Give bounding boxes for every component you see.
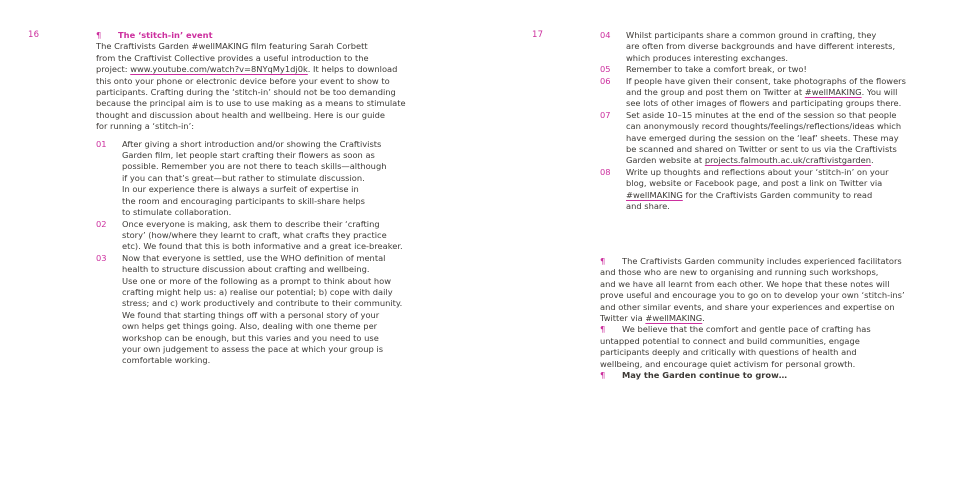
youtube-link[interactable]: www.youtube.com/watch?v=8NYqMy1dj0k bbox=[130, 64, 308, 75]
item-line bbox=[626, 190, 945, 201]
item-text: . bbox=[871, 155, 874, 166]
item-line: possible. Remember you are not there to teach skills—although bbox=[122, 161, 387, 172]
pilcrow-icon: ¶ bbox=[600, 370, 606, 381]
item-line: and share. bbox=[626, 201, 670, 212]
item-line bbox=[626, 87, 945, 98]
intro-line: this onto your phone or electronic device before your event to show to bbox=[96, 75, 390, 86]
item-number: 04 bbox=[600, 30, 611, 40]
item-line: If people have given their consent, take photographs of the flowers bbox=[626, 75, 906, 86]
para-text: . bbox=[702, 313, 705, 324]
item-line: workshop can be enough, but this varies and you need to use bbox=[122, 332, 379, 343]
para1-line: and other similar events, and share your experiences and expertise on bbox=[600, 301, 895, 312]
website-link[interactable]: projects.falmouth.ac.uk/craftivistgarden bbox=[704, 155, 872, 166]
para2-line: wellbeing, and encourage quiet activism for personal growth. bbox=[600, 358, 856, 369]
item-number: 07 bbox=[600, 109, 611, 120]
item-line: Remember to take a comfort break, or two! bbox=[626, 64, 807, 75]
item-line: Once everyone is making, ask them to describe their ‘crafting bbox=[122, 218, 380, 229]
item-text: for the Craftivists Garden community to read bbox=[682, 189, 873, 200]
item-line: own helps get things going. Also, dealing with one theme per bbox=[122, 321, 378, 332]
intro-line: The Craftivists Garden #wellMAKING film featuring Sarah Corbett bbox=[96, 41, 368, 52]
item-line: are often from diverse backgrounds and have different interests, bbox=[626, 41, 896, 52]
item-number: 08 bbox=[600, 166, 611, 177]
para2-line: untapped potential to connect and build communities, engage bbox=[600, 335, 860, 346]
intro-text: . It helps to download bbox=[307, 64, 398, 75]
list-item-03 bbox=[96, 253, 436, 367]
item-line: Set aside 10–15 minutes at the end of the session so that people bbox=[626, 109, 897, 120]
list-item-06 bbox=[600, 76, 945, 110]
item-number: 03 bbox=[96, 252, 107, 263]
list-item-04 bbox=[600, 30, 945, 64]
hashtag-link[interactable]: #wellMAKING bbox=[626, 189, 683, 200]
item-line: have emerged during the session on the ‘leaf’ sheets. These may bbox=[626, 132, 899, 143]
item-line: the room and encouraging participants to skill-share helps bbox=[122, 195, 365, 206]
item-line: be scanned and shared on Twitter or sent to us via the Craftivists bbox=[626, 144, 897, 155]
para-text: Twitter via bbox=[600, 313, 646, 324]
intro-line bbox=[96, 64, 436, 75]
item-line: if you can that’s great—but rather to stimulate discussion. bbox=[122, 172, 365, 183]
right-list-column bbox=[600, 30, 945, 213]
item-line: stress; and c) work productively and contribute to their community. bbox=[122, 298, 403, 309]
item-number: 02 bbox=[96, 218, 107, 229]
item-line: After giving a short introduction and/or showing the Craftivists bbox=[122, 138, 382, 149]
item-line: your own judgement to assess the pace at which your group is bbox=[122, 343, 384, 354]
intro-line: for running a ‘stitch-in’: bbox=[96, 121, 195, 132]
para-text: We believe that the comfort and gentle pace of crafting has bbox=[622, 324, 871, 335]
page-number-left: 16 bbox=[28, 30, 40, 40]
hashtag-link[interactable]: #wellMAKING bbox=[645, 313, 703, 324]
intro-line: thought and discussion about health and wellbeing. Here is our guide bbox=[96, 109, 386, 120]
closing-text: May the Garden continue to grow… bbox=[622, 370, 788, 381]
section-heading bbox=[96, 30, 436, 41]
item-line: can anonymously record thoughts/feelings/reflections/ideas which bbox=[626, 121, 902, 132]
hashtag-link[interactable]: #wellMAKING bbox=[804, 87, 862, 98]
item-line: etc). We found that this is both informative and a great ice-breaker. bbox=[122, 241, 403, 252]
list-item-05 bbox=[600, 64, 945, 75]
item-line: We found that starting things off with a personal story of your bbox=[122, 309, 380, 320]
para1-line bbox=[600, 313, 945, 324]
item-line: Whilst participants share a common ground in crafting, they bbox=[626, 30, 877, 40]
item-number: 06 bbox=[600, 75, 611, 86]
intro-text: project: bbox=[96, 64, 131, 75]
para1-line: and we have all learnt from each other. We hope that these notes will bbox=[600, 278, 890, 289]
intro-line: from the Craftivist Collective provides a useful introduction to the bbox=[96, 52, 369, 63]
item-line: story’ (how/where they learnt to craft, what crafts they practice bbox=[122, 229, 387, 240]
closing-line bbox=[600, 370, 945, 381]
item-line: Garden film, let people start crafting their flowers as soon as bbox=[122, 150, 375, 161]
item-line: to stimulate collaboration. bbox=[122, 207, 232, 218]
pilcrow-icon: ¶ bbox=[600, 256, 606, 266]
item-text: Garden website at bbox=[626, 155, 705, 166]
list-item-02 bbox=[96, 219, 436, 253]
para1-line: and those who are new to organising and running such workshops, bbox=[600, 267, 879, 278]
item-line: which produces interesting exchanges. bbox=[626, 52, 789, 63]
item-line: see lots of other images of flowers and participating groups there. bbox=[626, 98, 902, 109]
item-line: Write up thoughts and reflections about your ‘stitch-in’ on your bbox=[626, 166, 889, 177]
item-line: comfortable working. bbox=[122, 355, 211, 366]
item-number: 05 bbox=[600, 64, 611, 75]
pilcrow-icon: ¶ bbox=[96, 30, 102, 40]
item-line: crafting might help us: a) realise our potential; b) cope with daily bbox=[122, 286, 393, 297]
item-line: In our experience there is always a surfeit of expertise in bbox=[122, 184, 359, 195]
list-item-01 bbox=[96, 139, 436, 219]
pilcrow-icon: ¶ bbox=[600, 324, 606, 335]
left-column bbox=[96, 30, 436, 367]
item-number: 01 bbox=[96, 138, 107, 149]
item-text: . You will bbox=[861, 87, 898, 98]
para2-line bbox=[600, 324, 945, 335]
list-item-07 bbox=[600, 110, 945, 167]
item-line: Now that everyone is settled, use the WHO definition of mental bbox=[122, 252, 386, 263]
item-line: Use one or more of the following as a prompt to think about how bbox=[122, 275, 392, 286]
para-text: The Craftivists Garden community includes experienced facilitators bbox=[622, 256, 902, 266]
heading-text: The ‘stitch-in’ event bbox=[118, 30, 213, 40]
right-closing-column bbox=[600, 256, 945, 381]
list-item-08 bbox=[600, 167, 945, 213]
para2-line: participants deeply and critically with questions of health and bbox=[600, 347, 857, 358]
item-line: blog, website or Facebook page, and post a link on Twitter via bbox=[626, 178, 883, 189]
item-text: and the group and post them on Twitter at bbox=[626, 87, 805, 98]
item-line: health to structure discussion about crafting and wellbeing. bbox=[122, 264, 370, 275]
para1-line: prove useful and encourage you to go on to develop your own ‘stitch-ins’ bbox=[600, 290, 905, 301]
page-number-right: 17 bbox=[532, 30, 544, 40]
intro-line: because the principal aim is to use to use making as a means to stimulate bbox=[96, 98, 406, 109]
para1-line bbox=[600, 256, 945, 267]
intro-line: participants. Crafting during the ‘stitch-in’ should not be too demanding bbox=[96, 87, 396, 98]
item-line bbox=[626, 155, 945, 166]
